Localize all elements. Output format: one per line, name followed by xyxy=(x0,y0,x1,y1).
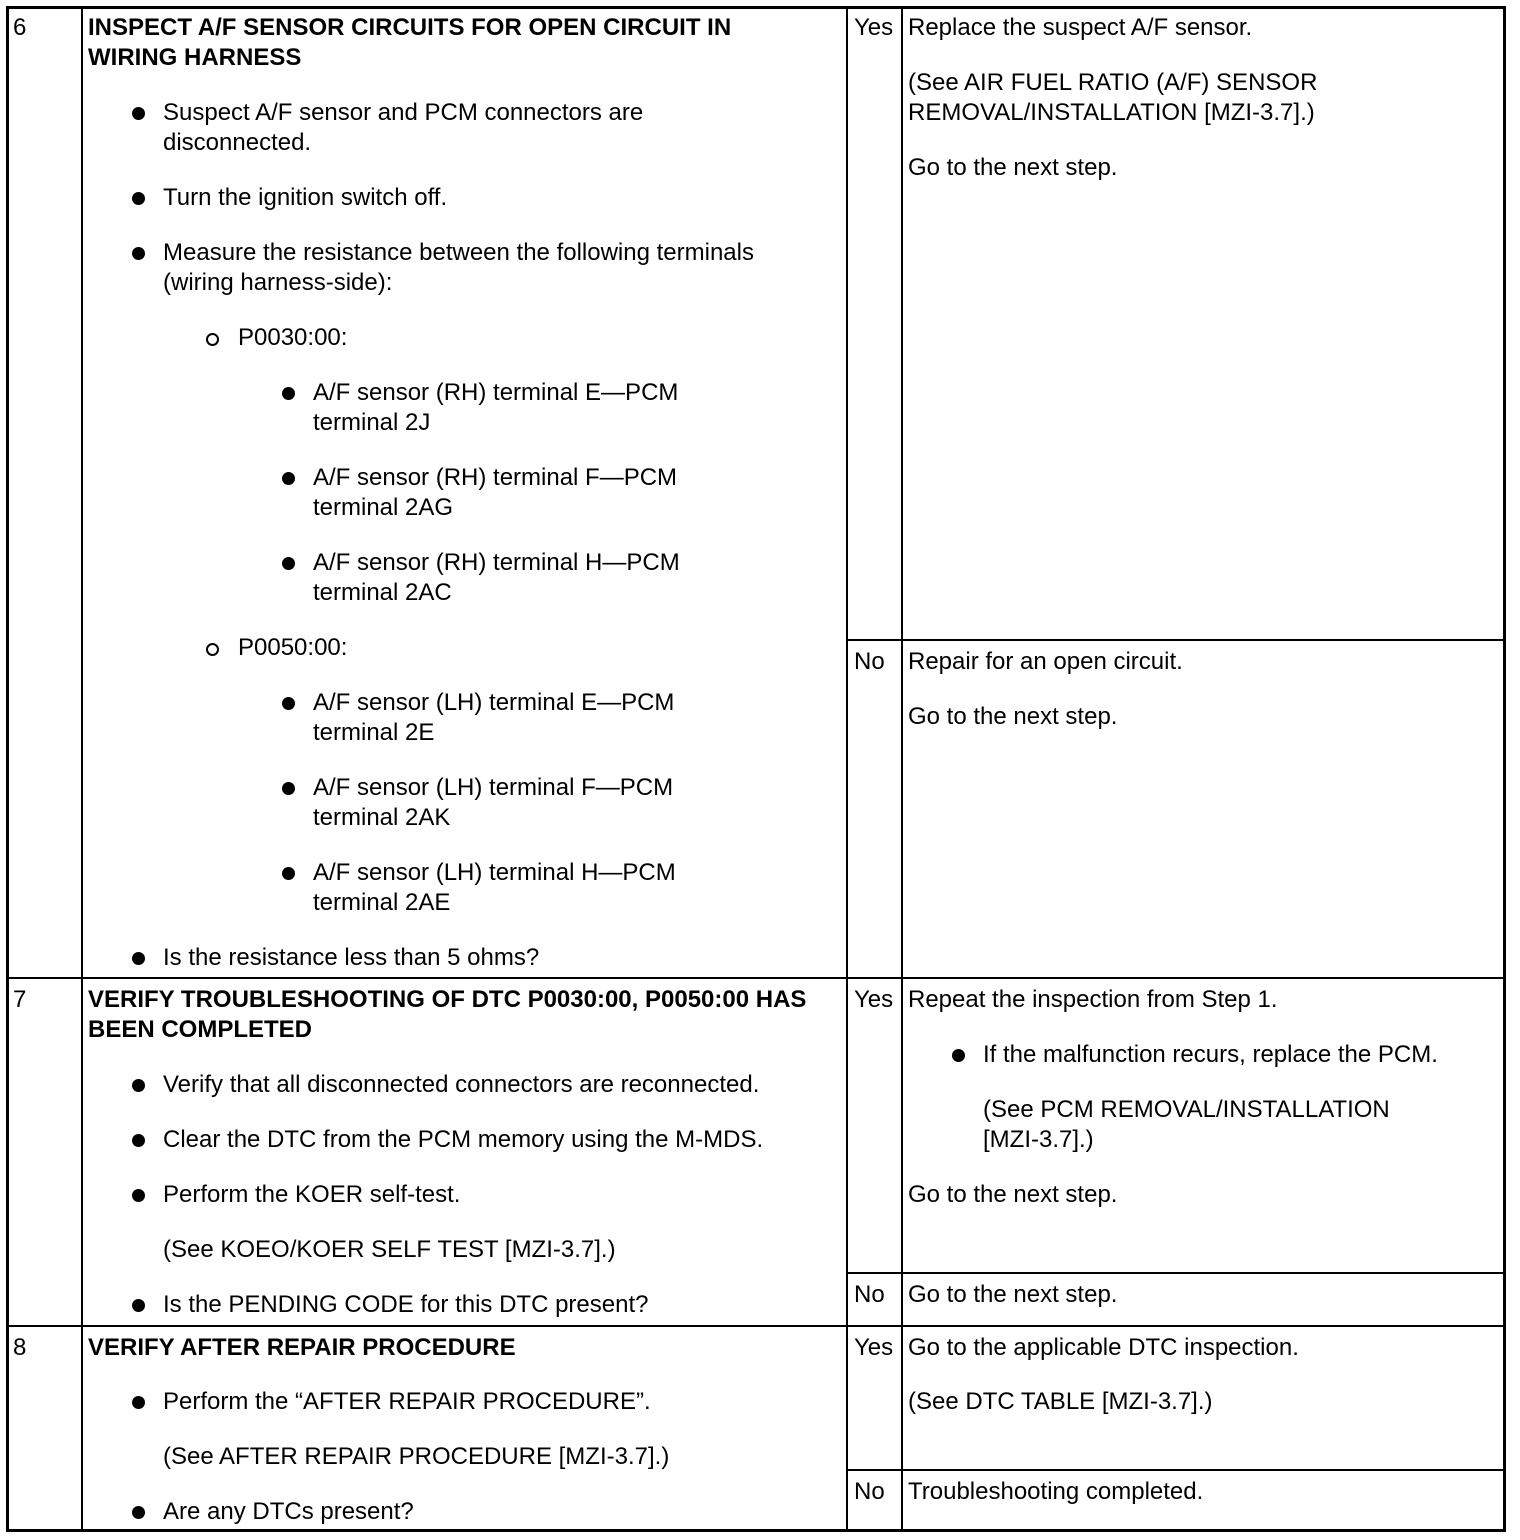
terminal-item: terminal 2AE xyxy=(313,889,451,916)
column-divider xyxy=(901,8,903,1532)
terminal-item: terminal 2J xyxy=(313,409,431,436)
row-divider xyxy=(8,1325,1506,1327)
terminal-item: A/F sensor (LH) terminal H—PCM xyxy=(313,859,676,886)
step-title: VERIFY TROUBLESHOOTING OF DTC P0030:00, P0050:00 HAS xyxy=(88,986,807,1013)
action-text: (See AIR FUEL RATIO (A/F) SENSOR xyxy=(908,69,1318,96)
terminal-item: terminal 2AG xyxy=(313,494,454,521)
no-label: No xyxy=(854,648,885,675)
action-text: REMOVAL/INSTALLATION [MZI-3.7].) xyxy=(908,99,1315,126)
step-title: WIRING HARNESS xyxy=(88,44,302,71)
action-text: Go to the next step. xyxy=(908,154,1118,181)
bullet-text: Clear the DTC from the PCM memory using the M-MDS. xyxy=(163,1126,764,1153)
action-text: [MZI-3.7].) xyxy=(983,1126,1094,1153)
row-divider xyxy=(846,639,1506,641)
sub-bullet-icon xyxy=(206,643,219,656)
bullet-text: (wiring harness-side): xyxy=(163,269,393,296)
bullet-icon xyxy=(282,782,295,795)
action-text: Repair for an open circuit. xyxy=(908,648,1183,675)
yes-label: Yes xyxy=(854,986,894,1013)
bullet-icon xyxy=(282,472,295,485)
bullet-text: Perform the “AFTER REPAIR PROCEDURE”. xyxy=(163,1388,651,1415)
terminal-item: terminal 2AC xyxy=(313,579,452,606)
sub-bullet-icon xyxy=(206,333,219,346)
yes-label: Yes xyxy=(854,14,894,41)
bullet-icon xyxy=(282,557,295,570)
action-text: Go to the next step. xyxy=(908,1181,1118,1208)
dtc-group-label: P0050:00: xyxy=(238,634,348,661)
bullet-icon xyxy=(132,192,145,205)
column-divider xyxy=(81,8,83,1532)
action-text: Go to the next step. xyxy=(908,1281,1118,1308)
no-label: No xyxy=(854,1478,885,1505)
reference-note: (See AFTER REPAIR PROCEDURE [MZI-3.7].) xyxy=(163,1443,670,1470)
action-text: If the malfunction recurs, replace the PCM. xyxy=(983,1041,1438,1068)
action-text: Repeat the inspection from Step 1. xyxy=(908,986,1278,1013)
step-title: INSPECT A/F SENSOR CIRCUITS FOR OPEN CIRCUIT IN xyxy=(88,14,732,41)
bullet-text: Measure the resistance between the following terminals xyxy=(163,239,754,266)
action-text: (See DTC TABLE [MZI-3.7].) xyxy=(908,1388,1213,1415)
action-text: Go to the next step. xyxy=(908,703,1118,730)
bullet-text: Perform the KOER self-test. xyxy=(163,1181,461,1208)
bullet-icon xyxy=(132,1189,145,1202)
terminal-item: terminal 2E xyxy=(313,719,435,746)
dtc-group-label: P0030:00: xyxy=(238,324,348,351)
terminal-item: A/F sensor (RH) terminal E—PCM xyxy=(313,379,679,406)
step-number: 8 xyxy=(13,1334,27,1361)
question-text: Is the resistance less than 5 ohms? xyxy=(163,944,540,971)
bullet-icon xyxy=(132,1506,145,1519)
question-text: Is the PENDING CODE for this DTC present? xyxy=(163,1291,649,1318)
bullet-text: disconnected. xyxy=(163,129,312,156)
step-title: BEEN COMPLETED xyxy=(88,1016,313,1043)
step-number: 6 xyxy=(13,14,27,41)
terminal-item: A/F sensor (RH) terminal H—PCM xyxy=(313,549,680,576)
bullet-icon xyxy=(282,387,295,400)
bullet-icon xyxy=(132,1299,145,1312)
bullet-text: Suspect A/F sensor and PCM connectors are xyxy=(163,99,644,126)
bullet-icon xyxy=(952,1049,965,1062)
bullet-icon xyxy=(282,697,295,710)
row-divider xyxy=(846,1469,1506,1471)
bullet-icon xyxy=(132,247,145,260)
action-text: Replace the suspect A/F sensor. xyxy=(908,14,1253,41)
step-title: VERIFY AFTER REPAIR PROCEDURE xyxy=(88,1334,516,1361)
terminal-item: A/F sensor (RH) terminal F—PCM xyxy=(313,464,678,491)
bullet-text: Turn the ignition switch off. xyxy=(163,184,448,211)
row-divider xyxy=(846,1272,1506,1274)
row-divider xyxy=(8,977,1506,979)
column-divider xyxy=(846,8,848,1532)
reference-note: (See KOEO/KOER SELF TEST [MZI-3.7].) xyxy=(163,1236,616,1263)
terminal-item: A/F sensor (LH) terminal F—PCM xyxy=(313,774,674,801)
terminal-item: A/F sensor (LH) terminal E—PCM xyxy=(313,689,675,716)
question-text: Are any DTCs present? xyxy=(163,1498,414,1525)
bullet-icon xyxy=(132,1079,145,1092)
action-text: Troubleshooting completed. xyxy=(908,1478,1204,1505)
step-number: 7 xyxy=(13,986,27,1013)
bullet-icon xyxy=(282,867,295,880)
no-label: No xyxy=(854,1281,885,1308)
terminal-item: terminal 2AK xyxy=(313,804,451,831)
action-text: (See PCM REMOVAL/INSTALLATION xyxy=(983,1096,1390,1123)
yes-label: Yes xyxy=(854,1334,894,1361)
bullet-text: Verify that all disconnected connectors are reconnected. xyxy=(163,1071,760,1098)
bullet-icon xyxy=(132,952,145,965)
bullet-icon xyxy=(132,107,145,120)
bullet-icon xyxy=(132,1396,145,1409)
action-text: Go to the applicable DTC inspection. xyxy=(908,1334,1299,1361)
bullet-icon xyxy=(132,1134,145,1147)
